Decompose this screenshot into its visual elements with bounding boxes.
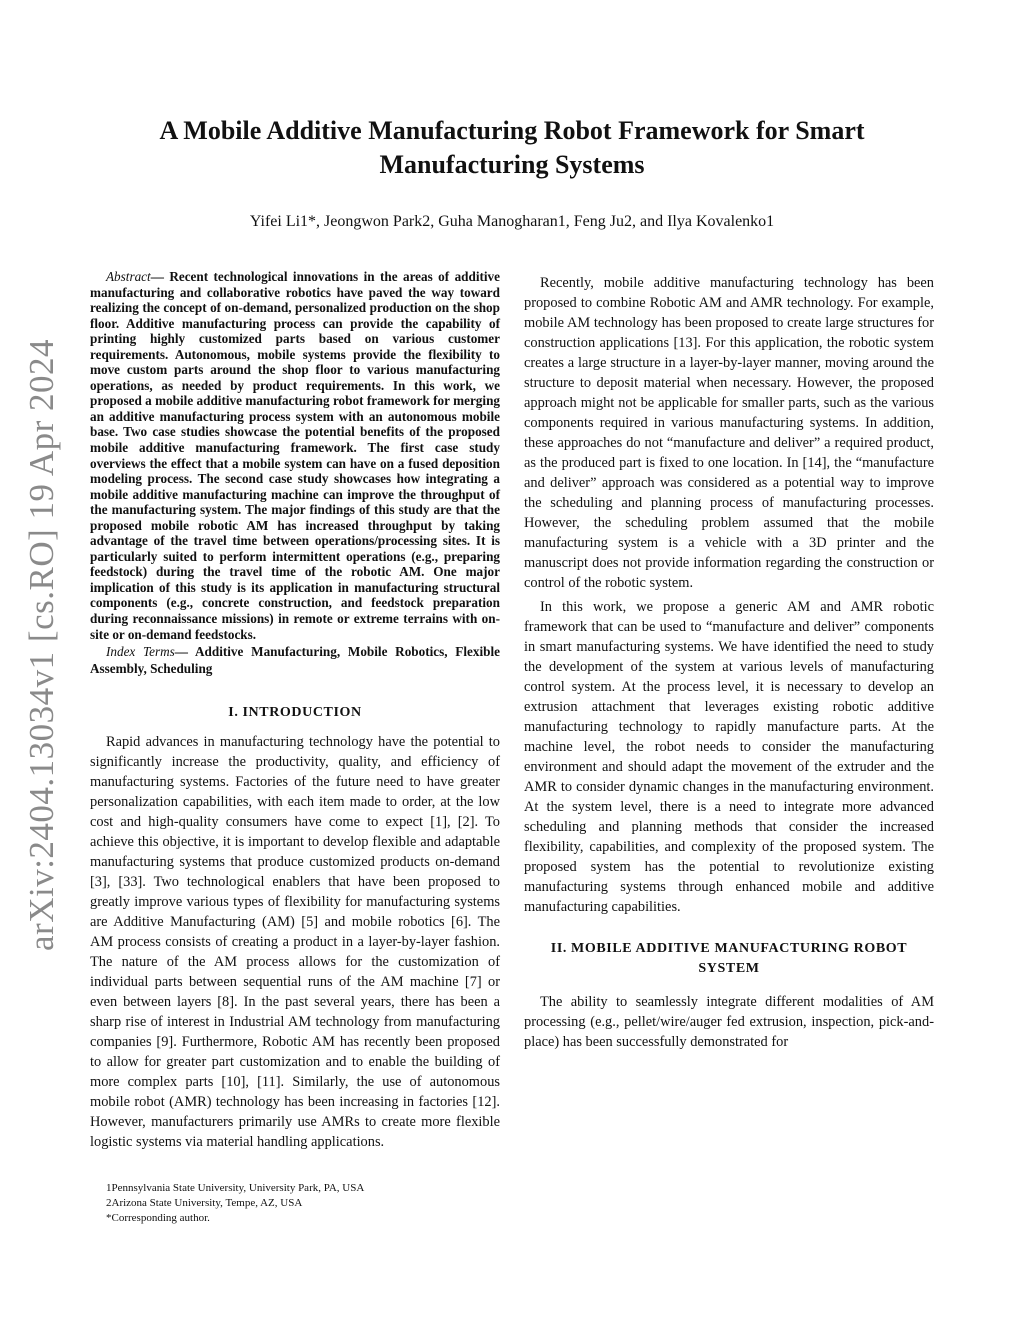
- author-list: Yifei Li1*, Jeongwon Park2, Guha Manogharan1, Feng Ju2, and Ilya Kovalenko1: [249, 213, 775, 230]
- paper-title: [90, 114, 934, 182]
- section-2-heading: II. MOBILE ADDITIVE MANUFACTURING ROBOT SYSTEM: [550, 941, 908, 976]
- section-1-paragraph-2: Recently, mobile additive manufacturing technology has been proposed to combine Robotic AM and AMR technology. For example, mobile AM technology has been proposed to create large structures for construction applications [13]. For this application, the robotic system creates a large structure in a layer-by-layer manner, moving around the structure to deposit material when necessary. However, the proposed approach might not be applicable for smaller parts, such as the various components required in various manufacturing systems. In addition, these approaches do not “manufacture and deliver” a required product, as the produced part is fixed to one location. In [14], the “manufacture and deliver” approach was considered as a potential way to improve the scheduling and planning process of manufacturing processes. However, the scheduling problem assumed that the mobile manufacturing system is a vehicle with a 3D printer and the manuscript does not provide information regarding the construction or control of the robotic system.: [524, 275, 934, 591]
- footnotes: [90, 1181, 500, 1226]
- abstract-label: Abstract: [106, 269, 151, 284]
- abstract-dash: —: [150, 269, 170, 284]
- index-terms-text: Additive Manufacturing, Mobile Robotics, Flexible Assembly, Scheduling: [90, 644, 500, 677]
- section-1-paragraph-3: In this work, we propose a generic AM and AMR robotic framework that can be used to “manufacture and deliver” components in smart manufacturing systems. We have identified the need to study the development of the system at various levels of manufacturing control system. At the process level, it is necessary to develop an extrusion attachment that leverages existing robotic additive manufacturing technology to rapidly manufacture parts. At the machine level, the robot needs to consider the manufacturing environment and should adapt the movement of the extruder and the AMR to consider dynamic changes in the manufacturing environment. At the system level, there is a need to integrate more advanced scheduling and planning methods that consider the increased flexibility, capabilities, and complexity of the proposed system. The proposed system has the potential to revolutionize existing manufacturing systems through enhanced mobile and additive manufacturing capabilities.: [524, 599, 934, 915]
- index-terms-dash: —: [174, 644, 196, 660]
- paper-title-line-1: A Mobile Additive Manufacturing Robot Framework for Smart: [159, 116, 865, 145]
- abstract-text: Recent technological innovations in the areas of additive manufacturing and collaborative robotics have paved the way toward realizing the concept of on-demand, personalized production on the shop floor. Additive manufacturing process can provide the capability of printing highly customized parts based on various customer requirements. Autonomous, mobile systems provide the flexibility to move custom parts around the shop floor to various manufacturing operations, as needed by product requirements. In this work, we proposed a mobile additive manufacturing robot framework for merging an additive manufacturing process system with an autonomous mobile base. Two case studies showcase the potential benefits of the proposed mobile additive manufacturing framework. The first case study overviews the effect that a mobile system can have on a fused deposition modeling process. The second case study showcases how integrating a mobile additive manufacturing machine can improve the throughput of the manufacturing system. The major findings of this study are that the proposed mobile robotic AM has increased throughput by taking advantage of the travel time between operations/processing sites. It is particularly suited to perform intermittent operations (e.g., preparing feedstock) during the travel time of the robotic AM. One major implication of this study is its application in manufacturing structural components (e.g., concrete construction, and feedstock preparation during reconnaissance missions) in remote or extreme terrains with on-site or on-demand feedstocks.: [90, 269, 501, 642]
- section-1-heading: I. INTRODUCTION: [228, 705, 362, 721]
- section-2-paragraph-1: The ability to seamlessly integrate different modalities of AM processing (e.g., pellet/wire/auger fed extrusion, inspection, pick-and-place) has been successfully demonstrated for: [524, 994, 934, 1050]
- abstract: [90, 269, 500, 642]
- paper-title-line-2: Manufacturing Systems: [379, 150, 645, 179]
- section-1-paragraph-1: Rapid advances in manufacturing technology have the potential to significantly increase the productivity, quality, and efficiency of manufacturing systems. Factories of the future need to have greater personalization capabilities, with each item made to order, at the low cost and high-quality consumers have come to expect [1], [2]. To achieve this objective, it is important to develop flexible and adaptable manufacturing systems that produce customized products on-demand [3], [33]. Two technological enablers that have been proposed to greatly improve various types of flexibility for manufacturing systems are Additive Manufacturing (AM) [5] and mobile robotics [6]. The AM process consists of creating a product in a layer-by-layer fashion. The nature of the AM process allows for the customization of individual parts between sequential runs of the AM machine [7] or even between layers [8]. In the past several years, there has been a sharp rise of interest in Industrial AM technology from manufacturing companies [9]. Furthermore, Robotic AM has recently been proposed to allow for greater part customization and to enable the building of more complex parts [10], [11]. Similarly, the use of autonomous mobile robot (AMR) technology has been increasing in factories [12]. However, manufacturers primarily use AMRs to create more flexible logistic systems via material handling applications.: [90, 734, 500, 1151]
- footnote-2: 2Arizona State University, Tempe, AZ, USA: [106, 1197, 303, 1209]
- left-column: [90, 269, 500, 1152]
- footnote-3: *Corresponding author.: [106, 1212, 210, 1224]
- index-terms: [90, 643, 500, 677]
- arxiv-identifier: arXiv:2404.13034v1 [cs.RO] 19 Apr 2024: [22, 338, 61, 951]
- right-column: [524, 269, 934, 1052]
- footnote-1: 1Pennsylvania State University, University Park, PA, USA: [106, 1182, 365, 1194]
- index-terms-label: Index Terms: [106, 644, 175, 660]
